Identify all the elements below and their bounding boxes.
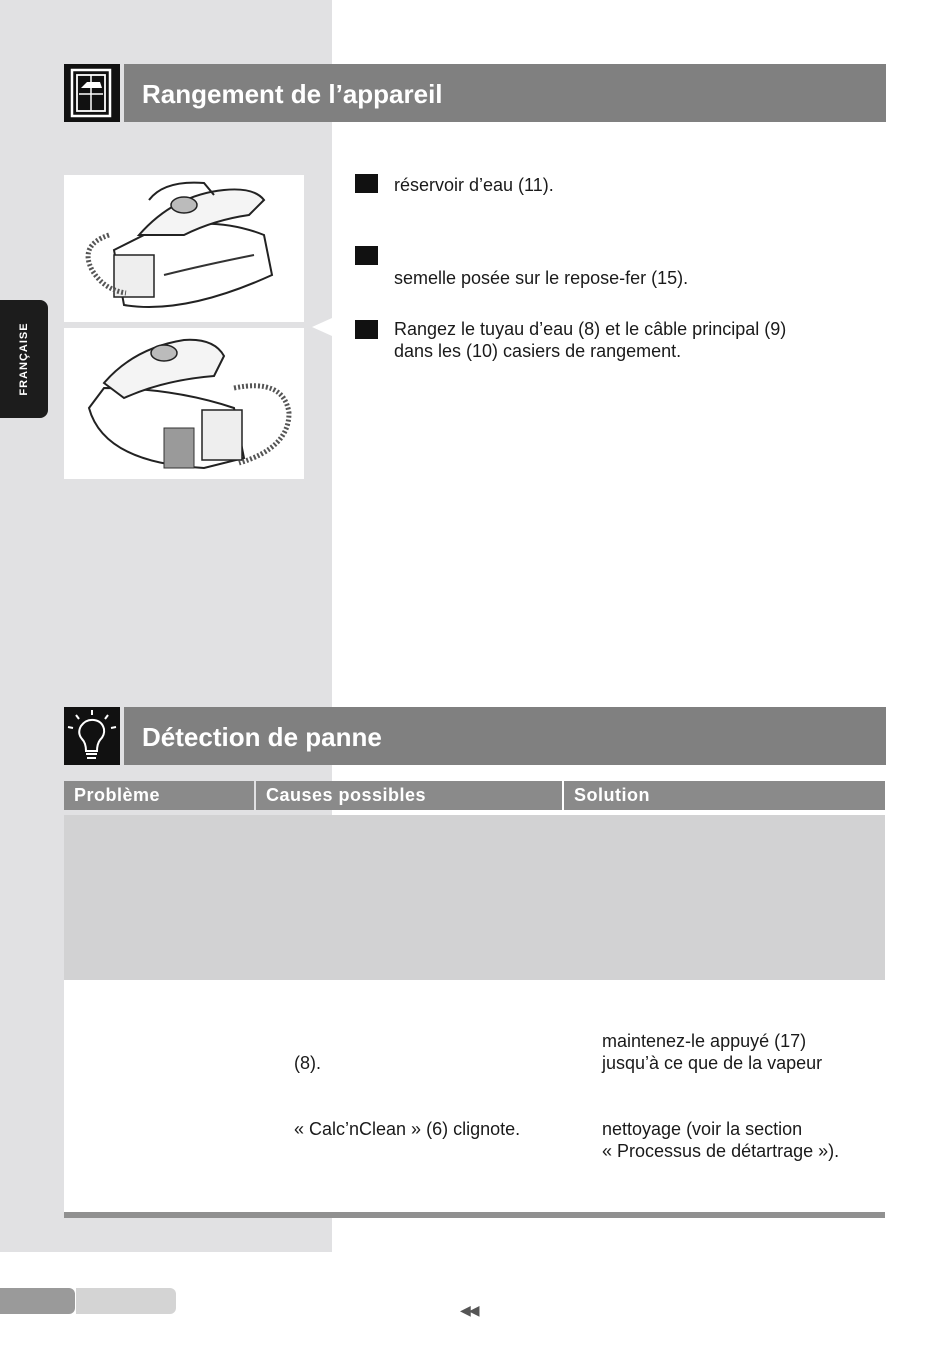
solution-b-line-2: « Processus de détartrage »). [602, 1141, 840, 1161]
illustration-pointer [312, 318, 332, 336]
step-1-text [394, 174, 554, 196]
cause-cell-a: (8). [294, 1053, 321, 1073]
page-tab-dark [0, 1288, 75, 1314]
language-tab [0, 300, 48, 418]
table-header-solution: Solution [564, 781, 885, 810]
step-1-line-2: réservoir d’eau (11). [394, 175, 554, 195]
cabinet-icon [64, 64, 120, 122]
table-row-2 [64, 980, 885, 1212]
step-3-text [394, 318, 786, 362]
language-label: FRANÇAISE [18, 322, 30, 396]
step-2-text [394, 245, 688, 289]
step-2-marker [355, 246, 378, 265]
step-2-line-2: semelle posée sur le repose-fer (15). [394, 268, 689, 288]
cause-cell-b: « Calc’nClean » (6) clignote. [294, 1119, 521, 1139]
troubleshooting-section-header [64, 707, 886, 765]
step-3-marker [355, 320, 378, 339]
lightbulb-icon [64, 707, 120, 765]
storage-title: Rangement de l’appareil [142, 79, 443, 109]
iron-station-illustration-bottom [64, 328, 304, 479]
table-bottom-rule [64, 1212, 885, 1218]
iron-station-illustration-top [64, 175, 304, 322]
step-3-line-1: Rangez le tuyau d’eau (8) et le câble principal (9) [394, 319, 787, 339]
table-header-problem: Problème [64, 781, 254, 810]
solution-a-line-1: maintenez-le appuyé (17) [602, 1031, 807, 1051]
page-tab-light [76, 1288, 176, 1314]
troubleshooting-title: Détection de panne [142, 722, 382, 752]
double-left-arrow-icon[interactable]: ◀◀ [460, 1302, 478, 1318]
step-3-line-2: dans les (10) casiers de rangement. [394, 341, 682, 361]
solution-b-line-1: nettoyage (voir la section [602, 1119, 803, 1139]
table-header-causes: Causes possibles [256, 781, 562, 810]
solution-cell-a [602, 1030, 822, 1074]
solution-cell-b [602, 1118, 839, 1162]
step-1-marker [355, 174, 378, 193]
table-row-1 [64, 815, 885, 980]
storage-section-header [64, 64, 886, 122]
step-2-line-1 [394, 245, 688, 267]
solution-a-line-2: jusqu’à ce que de la vapeur [602, 1053, 823, 1073]
